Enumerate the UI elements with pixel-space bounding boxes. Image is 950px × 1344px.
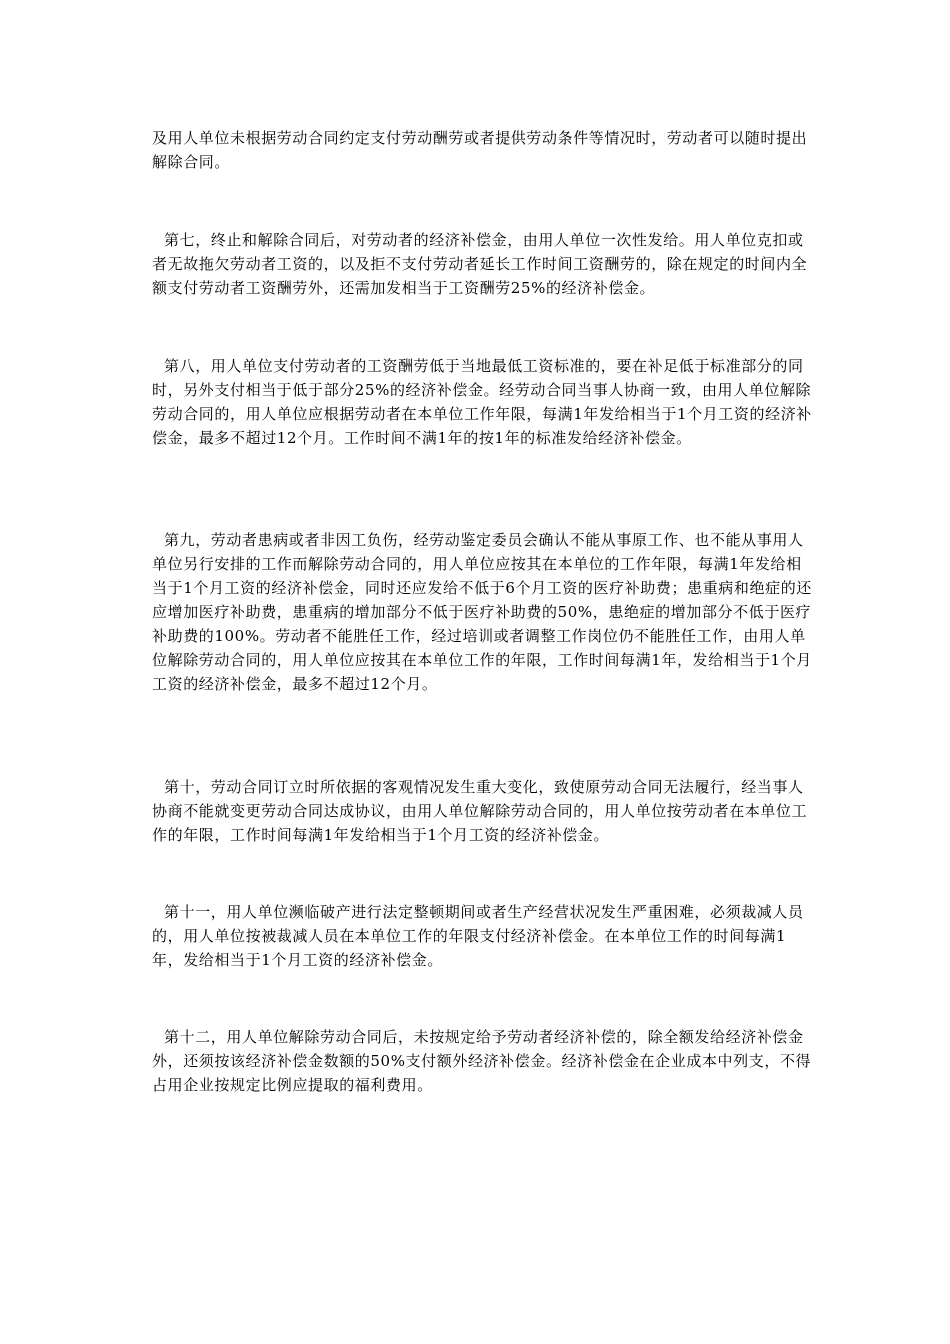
paragraph-article-8: 第八，用人单位支付劳动者的工资酬劳低于当地最低工资标准的，要在补足低于标准部分的同时，另外支付相当于低于部分25%的经济补偿金。经劳动合同当事人协商一致，由用人单位解除劳动合同的，用人单位应根据劳动者在本单位工作年限，每满1年发给相当于1个月工资的经济补偿金，最多不超过12个月。工作时间不满1年的按1年的标准发给经济补偿金。	[152, 357, 812, 447]
paragraph-article-10: 第十，劳动合同订立时所依据的客观情况发生重大变化，致使原劳动合同无法履行，经当事人协商不能就变更劳动合同达成协议，由用人单位解除劳动合同的，用人单位按劳动者在本单位工作的年限，工作时间每满1年发给相当于1个月工资的经济补偿金。	[152, 778, 808, 844]
paragraph-article-9: 第九，劳动者患病或者非因工负伤，经劳动鉴定委员会确认不能从事原工作、也不能从事用人单位另行安排的工作而解除劳动合同的，用人单位应按其在本单位的工作年限，每满1年发给相当于1个月工资的经济补偿金，同时还应发给不低于6个月工资的医疗补助费；患重病和绝症的还应增加医疗补助费，患重病的增加部分不低于医疗补助费的50%，患绝症的增加部分不低于医疗补助费的100%。劳动者不能胜任工作，经过培训或者调整工作岗位仍不能胜任工作，由用人单位解除劳动合同的，用人单位应按其在本单位工作的年限，工作时间每满1年，发给相当于1个月工资的经济补偿金，最多不超过12个月。	[152, 531, 812, 693]
paragraph-article-12: 第十二，用人单位解除劳动合同后，未按规定给予劳动者经济补偿的，除全额发给经济补偿金外，还须按该经济补偿金数额的50%支付额外经济补偿金。经济补偿金在企业成本中列支，不得占用企业按规定比例应提取的福利费用。	[152, 1028, 812, 1094]
paragraph-article-7: 第七，终止和解除合同后，对劳动者的经济补偿金，由用人单位一次性发给。用人单位克扣或者无故拖欠劳动者工资的，以及拒不支付劳动者延长工作时间工资酬劳的，除在规定的时间内全额支付劳动者工资酬劳外，还需加发相当于工资酬劳25%的经济补偿金。	[152, 231, 808, 297]
paragraph-continuation: 及用人单位未根据劳动合同约定支付劳动酬劳或者提供劳动条件等情况时，劳动者可以随时提出解除合同。	[152, 129, 808, 171]
paragraph-article-11: 第十一，用人单位濒临破产进行法定整顿期间或者生产经营状况发生严重困难，必须裁减人员的，用人单位按被裁减人员在本单位工作的年限支付经济补偿金。在本单位工作的时间每满1年，发给相当于1个月工资的经济补偿金。	[152, 903, 804, 969]
